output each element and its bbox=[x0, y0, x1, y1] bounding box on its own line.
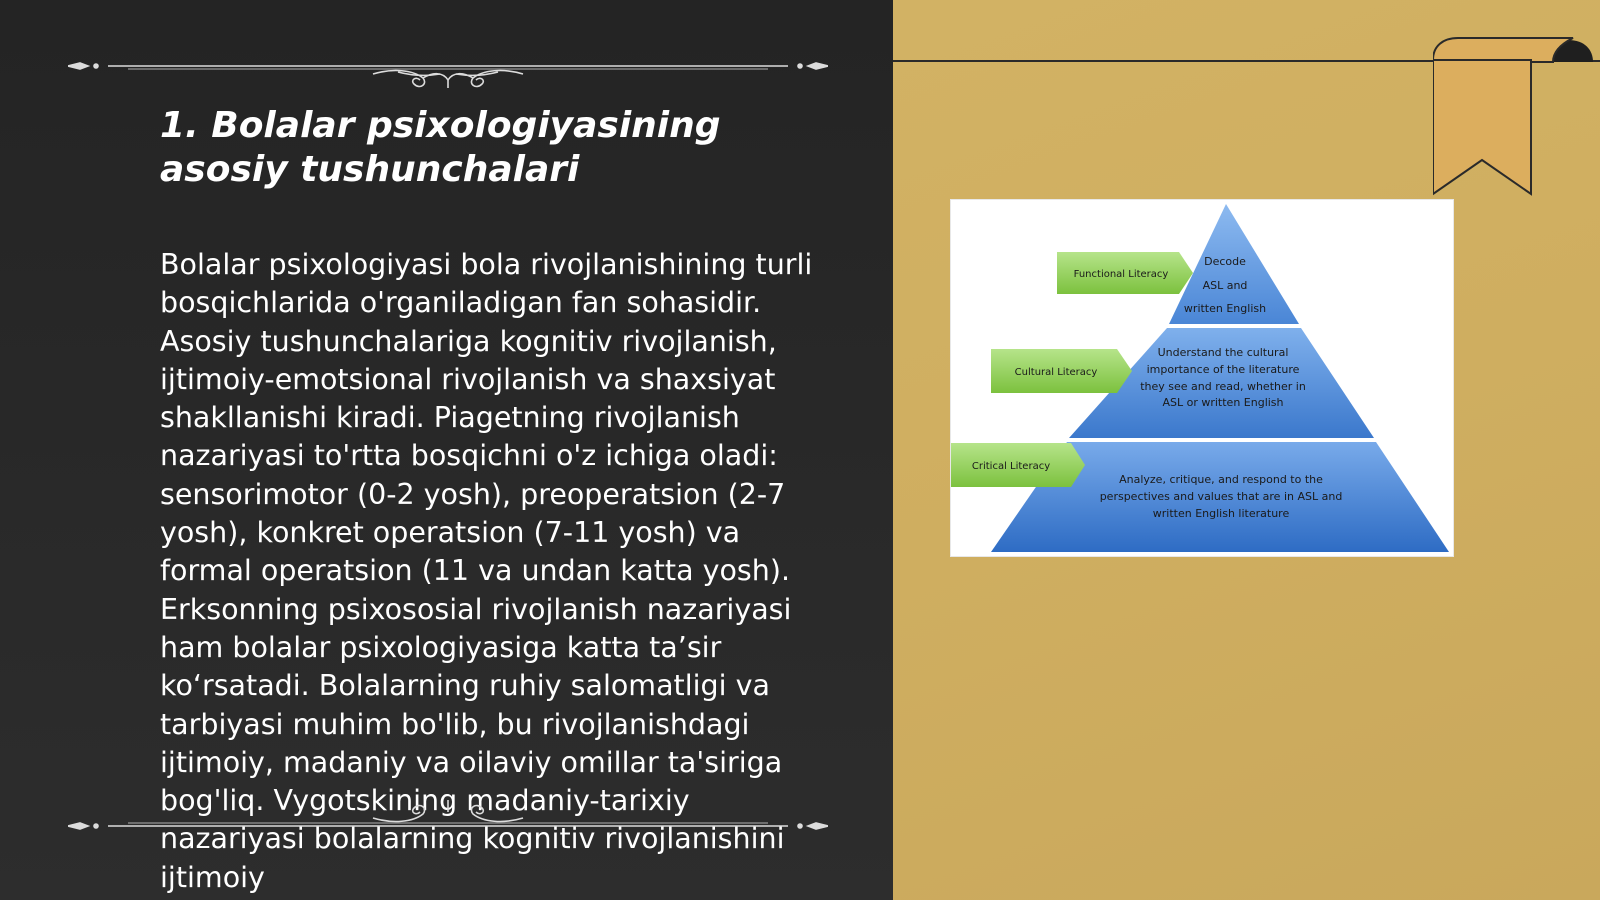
literacy-pyramid-figure bbox=[950, 199, 1454, 557]
tier-bottom-text-1: Analyze, critique, and respond to the bbox=[1119, 473, 1323, 486]
tier-top-text-2: ASL and bbox=[1202, 279, 1248, 292]
tier-middle-text-3: they see and read, whether in bbox=[1140, 380, 1306, 393]
functional-literacy-label: Functional Literacy bbox=[1073, 269, 1169, 280]
tier-bottom-text-2: perspectives and values that are in ASL and bbox=[1099, 490, 1343, 503]
tier-middle-text-1: Understand the cultural bbox=[1157, 346, 1289, 359]
tier-middle-text-2: importance of the literature bbox=[1146, 363, 1300, 376]
tier-middle-text-4: ASL or written English bbox=[1162, 396, 1284, 409]
top-ornament-divider bbox=[68, 48, 828, 88]
slide-title: 1. Bolalar psixologiyasining asosiy tushunchalari bbox=[160, 105, 721, 190]
tier-top-text-1: Decode bbox=[1204, 255, 1246, 268]
bottom-ornament-divider bbox=[68, 790, 828, 830]
tier-top-text-3: written English bbox=[1183, 302, 1267, 315]
critical-literacy-label: Critical Literacy bbox=[971, 461, 1051, 472]
cultural-literacy-label: Cultural Literacy bbox=[1014, 367, 1098, 378]
literacy-pyramid-svg bbox=[951, 200, 1453, 556]
image-panel bbox=[893, 0, 1600, 900]
bookmark-ribbon-icon bbox=[1433, 36, 1600, 200]
body-paragraph: Bolalar psixologiyasi bola rivojlanishining turli bosqichlarida o'rganiladigan fan sohasidir. Asosiy tushunchalariga kognitiv rivojlanish, ijtimoiy-emotsional rivojlanish va shaxsiyat shakllanishi kiradi. Piagetning rivojlanish nazariyasi to'rtta bosqichni o'z ichiga oladi: sensorimotor (0-2 yosh), preoperatsion (2-7 yosh), konkret operatsion (7-11 yosh) va formal operatsion (11 va undan katta yosh). Erksonning psixososial rivojlanish nazariyasi ham bolalar psixologiyasiga katta ta’sir ko‘rsatadi. Bolalarning ruhiy salomatligi va tarbiyasi muhim bo'lib, bu rivojlanishdagi ijtimoiy, madaniy va oilaviy omillar ta'siriga bog'liq. Vygotskining madaniy-tarixiy nazariyasi bolalarning kognitiv rivojlanishini ijtimoiy bbox=[160, 248, 813, 894]
tier-bottom-text-3: written English literature bbox=[1152, 507, 1290, 520]
